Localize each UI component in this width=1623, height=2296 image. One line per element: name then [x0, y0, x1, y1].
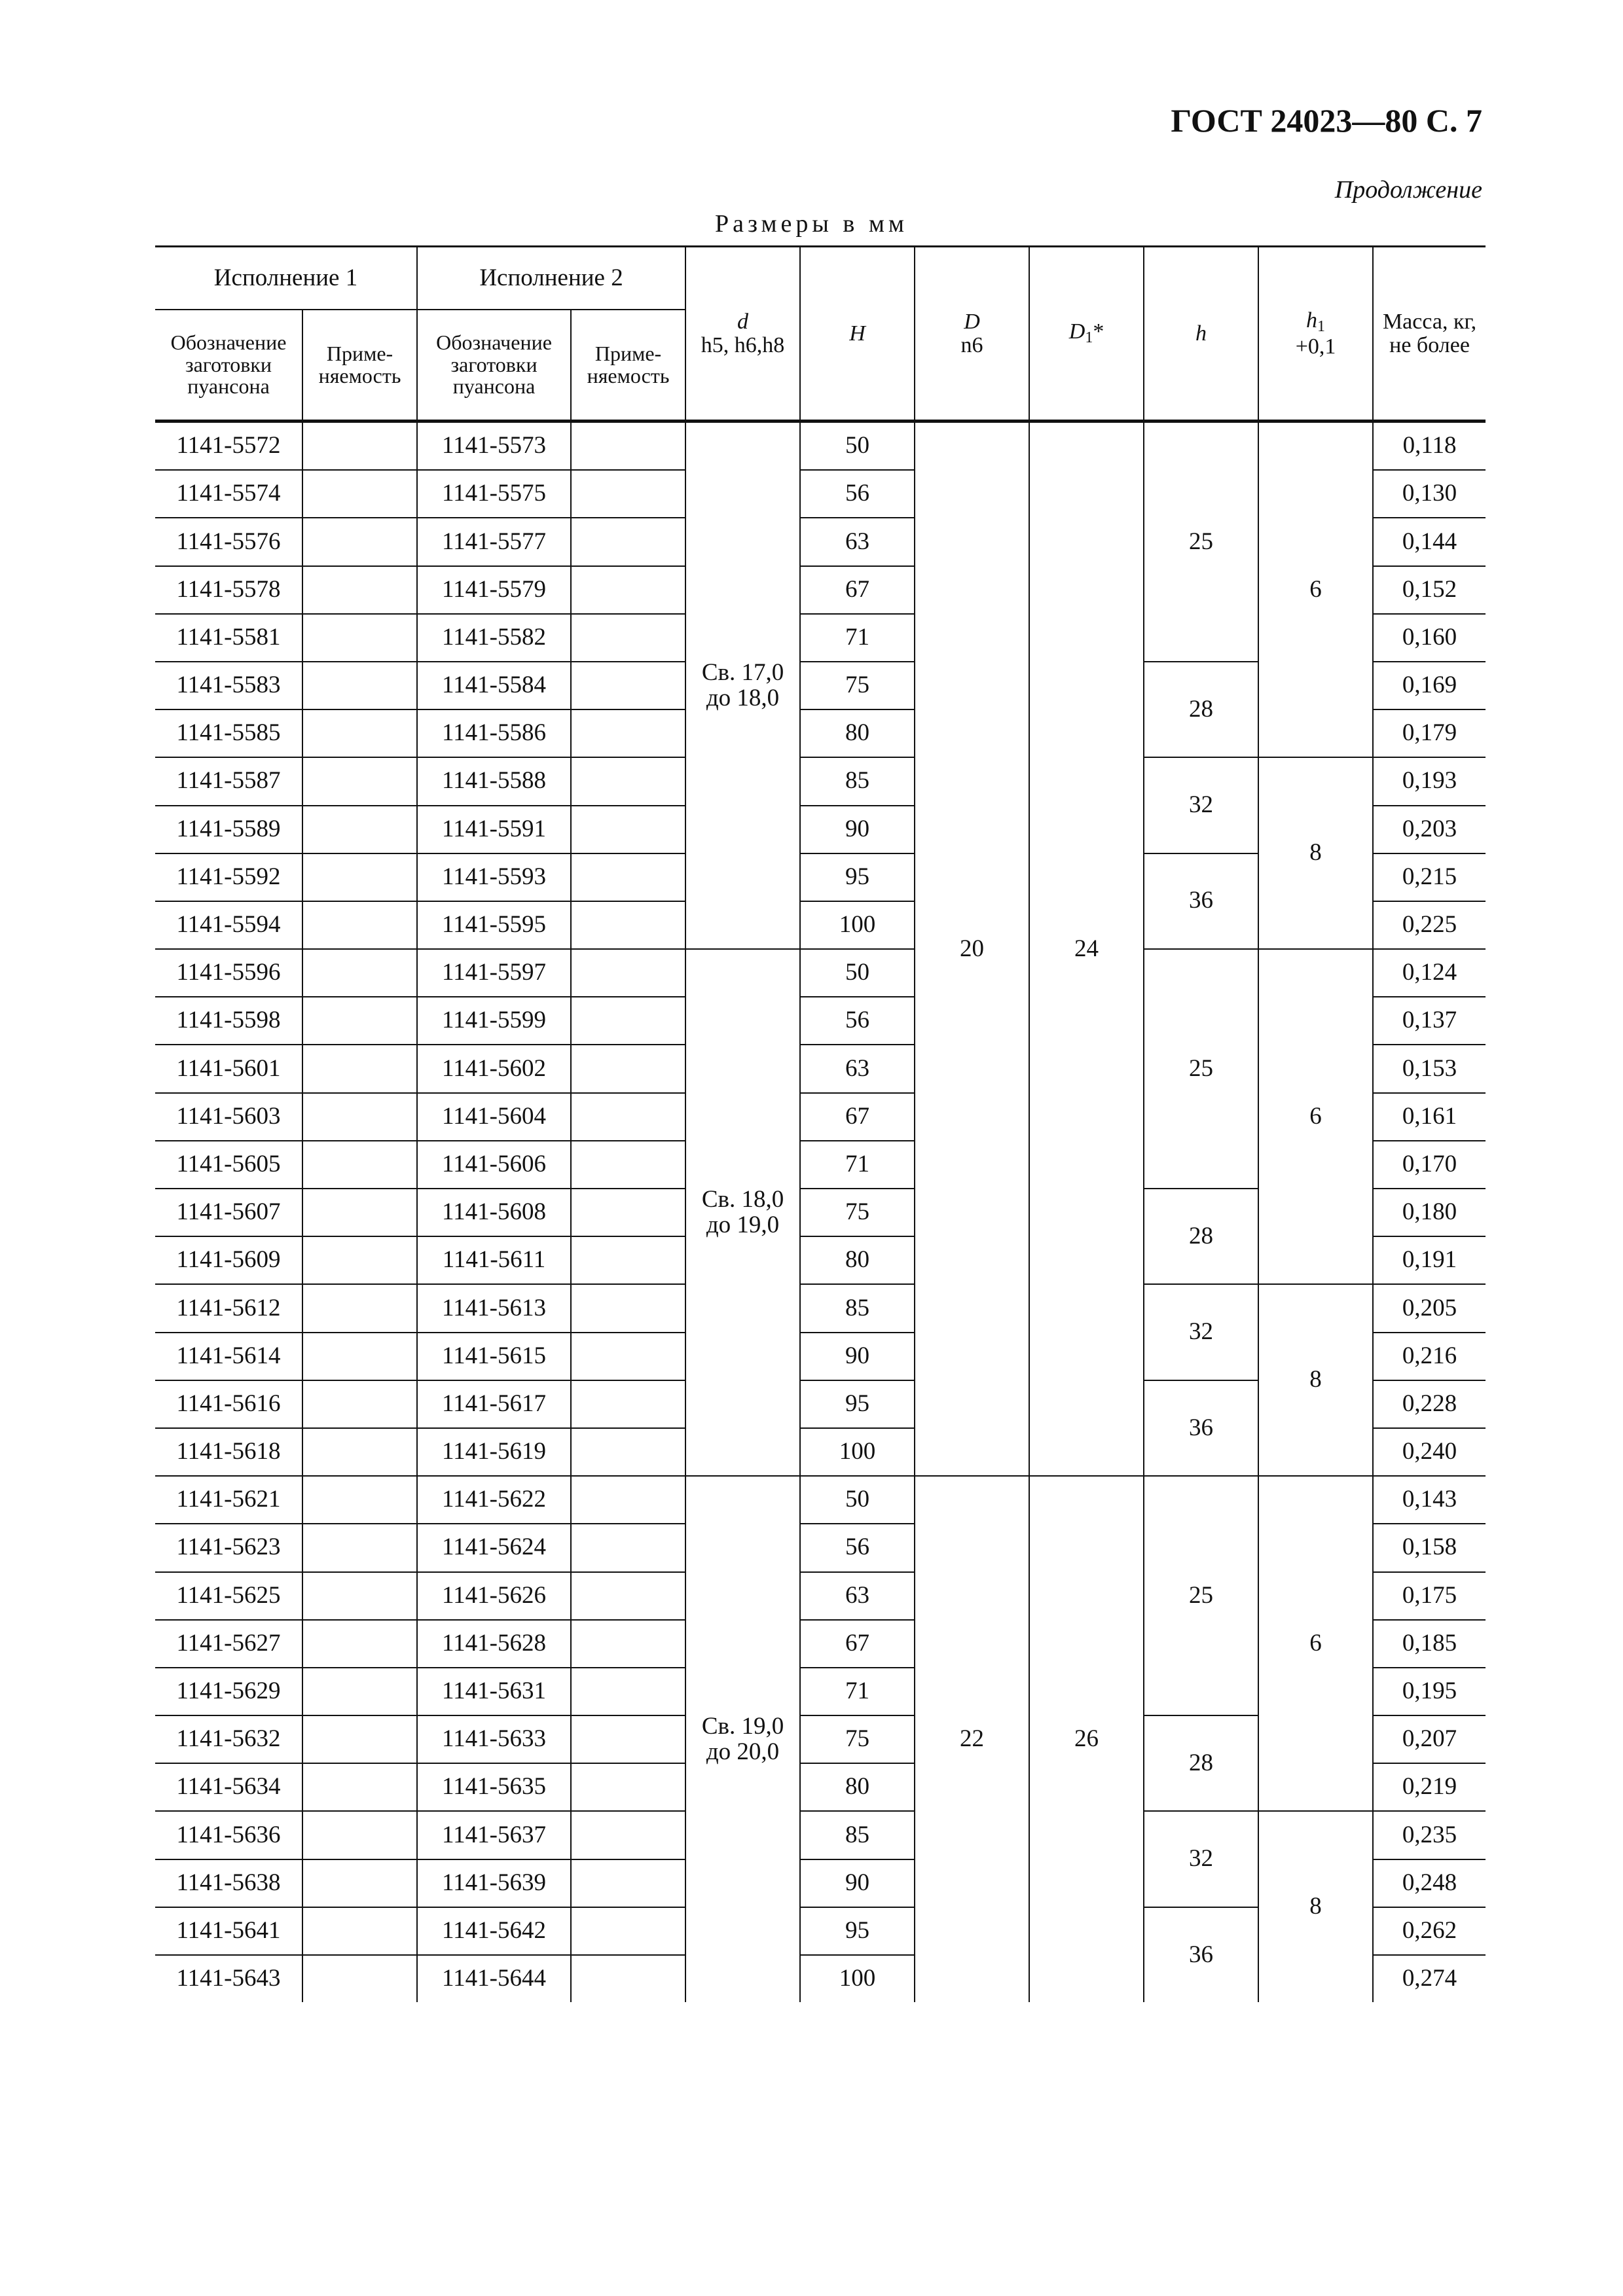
blank-code-ex2: 1141-5575 [417, 470, 571, 518]
d-symbol: d [737, 309, 749, 334]
applicability-ex1 [302, 1524, 417, 1571]
table-row [155, 1811, 1486, 1859]
blank-code-ex1: 1141-5643 [155, 1955, 302, 2002]
H-value: 80 [800, 1236, 915, 1284]
applicability-ex2 [571, 422, 685, 471]
applicability-ex1 [302, 1380, 417, 1428]
mass-value: 0,240 [1373, 1428, 1486, 1476]
h1-value: 8 [1258, 1284, 1373, 1476]
H-value: 95 [800, 1907, 915, 1955]
blank-code-ex2: 1141-5615 [417, 1333, 571, 1380]
blank-code-ex1: 1141-5621 [155, 1476, 302, 1524]
H-value: 100 [800, 1955, 915, 2002]
D-tolerance: n6 [960, 332, 983, 357]
blank-code-ex2: 1141-5622 [417, 1476, 571, 1524]
d-range-from: Св. 19,0 [701, 1712, 784, 1740]
applicability-ex1 [302, 566, 417, 614]
blank-code-ex1: 1141-5583 [155, 662, 302, 709]
table-row [155, 1476, 1486, 1524]
applicability-ex1 [302, 757, 417, 805]
blank-code-ex1: 1141-5616 [155, 1380, 302, 1428]
mass-value: 0,205 [1373, 1284, 1486, 1332]
H-value: 75 [800, 1189, 915, 1236]
blank-code-ex1: 1141-5605 [155, 1141, 302, 1189]
mass-value: 0,118 [1373, 422, 1486, 471]
h-value: 32 [1144, 1284, 1258, 1380]
applicability-ex1 [302, 1093, 417, 1141]
blank-code-ex1: 1141-5609 [155, 1236, 302, 1284]
D1-symbol: D [1068, 319, 1085, 344]
applicability-ex2 [571, 1236, 685, 1284]
h-value: 25 [1144, 422, 1258, 662]
applicability-ex2 [571, 1189, 685, 1236]
applicability-ex1 [302, 1476, 417, 1524]
applicability-ex2 [571, 1572, 685, 1620]
mass-value: 0,193 [1373, 757, 1486, 805]
blank-code-ex1: 1141-5576 [155, 518, 302, 565]
mass-value: 0,274 [1373, 1955, 1486, 2002]
applicability-ex2 [571, 1284, 685, 1332]
mass-value: 0,216 [1373, 1333, 1486, 1380]
applicability-ex1 [302, 1763, 417, 1811]
D1-value: 26 [1029, 1476, 1144, 2002]
applicability-ex1 [302, 1859, 417, 1907]
blank-code-ex1: 1141-5632 [155, 1715, 302, 1763]
mass-value: 0,144 [1373, 518, 1486, 565]
applicability-ex1 [302, 1811, 417, 1859]
H-value: 90 [800, 806, 915, 853]
h-value: 36 [1144, 853, 1258, 949]
applicability-ex2 [571, 997, 685, 1045]
designation-header-2: Обозначение заготовки пуансона [417, 310, 571, 422]
H-value: 100 [800, 901, 915, 949]
blank-code-ex2: 1141-5626 [417, 1572, 571, 1620]
mass-value: 0,161 [1373, 1093, 1486, 1141]
h1-value: 6 [1258, 422, 1373, 758]
blank-code-ex2: 1141-5582 [417, 614, 571, 662]
h1-value: 6 [1258, 949, 1373, 1284]
applicability-ex1 [302, 1428, 417, 1476]
blank-code-ex2: 1141-5593 [417, 853, 571, 901]
applicability-ex2 [571, 901, 685, 949]
h-value: 25 [1144, 1476, 1258, 1715]
applicability-ex1 [302, 949, 417, 997]
blank-code-ex2: 1141-5573 [417, 422, 571, 471]
applicability-ex1 [302, 1236, 417, 1284]
d-range-cell [685, 949, 800, 1476]
d-range-from: Св. 18,0 [701, 1185, 784, 1213]
applicability-ex1 [302, 1141, 417, 1189]
applicability-ex2 [571, 1763, 685, 1811]
h1-symbol: h [1306, 308, 1318, 332]
D-value: 22 [915, 1476, 1029, 2002]
D1-value: 24 [1029, 422, 1144, 1477]
mass-value: 0,180 [1373, 1189, 1486, 1236]
h-column-header [1144, 247, 1258, 422]
blank-code-ex1: 1141-5587 [155, 757, 302, 805]
mass-value: 0,152 [1373, 566, 1486, 614]
table-body [155, 422, 1486, 2003]
applicability-ex1 [302, 1333, 417, 1380]
H-value: 56 [800, 1524, 915, 1571]
blank-code-ex1: 1141-5623 [155, 1524, 302, 1571]
D1-subscript: 1 [1085, 329, 1093, 347]
applicability-ex1 [302, 614, 417, 662]
blank-code-ex2: 1141-5642 [417, 1907, 571, 1955]
D1-column-header [1029, 247, 1144, 422]
blank-code-ex1: 1141-5614 [155, 1333, 302, 1380]
blank-code-ex1: 1141-5596 [155, 949, 302, 997]
H-value: 100 [800, 1428, 915, 1476]
d-range-from: Св. 17,0 [701, 658, 784, 686]
blank-code-ex2: 1141-5611 [417, 1236, 571, 1284]
applicability-ex2 [571, 614, 685, 662]
blank-code-ex2: 1141-5624 [417, 1524, 571, 1571]
applicability-ex1 [302, 853, 417, 901]
blank-code-ex2: 1141-5584 [417, 662, 571, 709]
mass-value: 0,225 [1373, 901, 1486, 949]
applicability-ex1 [302, 709, 417, 757]
applicability-header-2: Приме-няемость [571, 310, 685, 422]
h-symbol: h [1195, 321, 1207, 346]
H-value: 50 [800, 1476, 915, 1524]
units-caption: Размеры в мм [715, 210, 908, 238]
blank-code-ex1: 1141-5607 [155, 1189, 302, 1236]
h1-value: 6 [1258, 1476, 1373, 1811]
blank-code-ex1: 1141-5585 [155, 709, 302, 757]
blank-code-ex2: 1141-5579 [417, 566, 571, 614]
applicability-ex2 [571, 853, 685, 901]
mass-value: 0,219 [1373, 1763, 1486, 1811]
blank-code-ex2: 1141-5619 [417, 1428, 571, 1476]
h-value: 25 [1144, 949, 1258, 1189]
applicability-ex2 [571, 1955, 685, 2002]
blank-code-ex2: 1141-5639 [417, 1859, 571, 1907]
blank-code-ex1: 1141-5627 [155, 1620, 302, 1668]
blank-code-ex2: 1141-5595 [417, 901, 571, 949]
blank-code-ex2: 1141-5586 [417, 709, 571, 757]
d-range-cell [685, 1476, 800, 2002]
applicability-ex2 [571, 1668, 685, 1715]
applicability-ex1 [302, 470, 417, 518]
H-value: 95 [800, 853, 915, 901]
applicability-ex1 [302, 1572, 417, 1620]
d-column-header [685, 247, 800, 422]
applicability-ex1 [302, 1284, 417, 1332]
H-value: 63 [800, 518, 915, 565]
dimensions-table [155, 245, 1486, 2002]
blank-code-ex1: 1141-5603 [155, 1093, 302, 1141]
blank-code-ex2: 1141-5602 [417, 1045, 571, 1092]
blank-code-ex2: 1141-5631 [417, 1668, 571, 1715]
continuation-label: Продолжение [1334, 176, 1482, 204]
h1-value: 8 [1258, 1811, 1373, 2002]
h-value: 36 [1144, 1907, 1258, 2002]
applicability-ex2 [571, 757, 685, 805]
applicability-ex1 [302, 1715, 417, 1763]
mass-value: 0,160 [1373, 614, 1486, 662]
mass-value: 0,130 [1373, 470, 1486, 518]
mass-value: 0,215 [1373, 853, 1486, 901]
blank-code-ex2: 1141-5637 [417, 1811, 571, 1859]
blank-code-ex2: 1141-5599 [417, 997, 571, 1045]
applicability-ex2 [571, 1380, 685, 1428]
applicability-ex2 [571, 1715, 685, 1763]
H-value: 67 [800, 1620, 915, 1668]
h1-subscript: 1 [1317, 317, 1326, 335]
h1-column-header [1258, 247, 1373, 422]
h-value: 36 [1144, 1380, 1258, 1476]
table-row [155, 949, 1486, 997]
page-header: ГОСТ 24023—80 С. 7 [1171, 102, 1482, 139]
applicability-ex2 [571, 1476, 685, 1524]
blank-code-ex1: 1141-5636 [155, 1811, 302, 1859]
blank-code-ex1: 1141-5589 [155, 806, 302, 853]
group2-header: Исполнение 2 [417, 247, 685, 310]
applicability-header-1: Приме-няемость [302, 310, 417, 422]
applicability-ex1 [302, 1907, 417, 1955]
applicability-ex2 [571, 470, 685, 518]
H-value: 67 [800, 566, 915, 614]
mass-value: 0,185 [1373, 1620, 1486, 1668]
blank-code-ex2: 1141-5644 [417, 1955, 571, 2002]
blank-code-ex1: 1141-5581 [155, 614, 302, 662]
d-range-to: до 20,0 [706, 1738, 780, 1765]
blank-code-ex2: 1141-5608 [417, 1189, 571, 1236]
applicability-ex2 [571, 1620, 685, 1668]
d-range-cell [685, 422, 800, 950]
H-value: 90 [800, 1859, 915, 1907]
h-value: 32 [1144, 757, 1258, 853]
blank-code-ex2: 1141-5577 [417, 518, 571, 565]
mass-column-header: Масса, кг, не более [1373, 247, 1486, 422]
H-column-header [800, 247, 915, 422]
H-value: 75 [800, 662, 915, 709]
h1-tolerance: +0,1 [1295, 334, 1336, 359]
applicability-ex2 [571, 566, 685, 614]
blank-code-ex2: 1141-5604 [417, 1093, 571, 1141]
applicability-ex2 [571, 1093, 685, 1141]
H-value: 90 [800, 1333, 915, 1380]
mass-value: 0,248 [1373, 1859, 1486, 1907]
mass-value: 0,203 [1373, 806, 1486, 853]
applicability-ex1 [302, 422, 417, 471]
h-value: 28 [1144, 1189, 1258, 1284]
d-range-to: до 19,0 [706, 1211, 780, 1238]
H-value: 50 [800, 949, 915, 997]
applicability-ex2 [571, 662, 685, 709]
H-value: 85 [800, 757, 915, 805]
D-symbol: D [964, 309, 980, 334]
applicability-ex2 [571, 709, 685, 757]
h-value: 28 [1144, 662, 1258, 757]
h1-value: 8 [1258, 757, 1373, 949]
H-value: 85 [800, 1811, 915, 1859]
blank-code-ex1: 1141-5601 [155, 1045, 302, 1092]
mass-value: 0,124 [1373, 949, 1486, 997]
mass-value: 0,158 [1373, 1524, 1486, 1571]
blank-code-ex2: 1141-5588 [417, 757, 571, 805]
blank-code-ex1: 1141-5638 [155, 1859, 302, 1907]
H-value: 71 [800, 1141, 915, 1189]
mass-value: 0,262 [1373, 1907, 1486, 1955]
blank-code-ex2: 1141-5597 [417, 949, 571, 997]
blank-code-ex2: 1141-5633 [417, 1715, 571, 1763]
applicability-ex1 [302, 997, 417, 1045]
blank-code-ex2: 1141-5613 [417, 1284, 571, 1332]
H-value: 85 [800, 1284, 915, 1332]
H-value: 67 [800, 1093, 915, 1141]
designation-header-1: Обозначение заготовки пуансона [155, 310, 302, 422]
table-row [155, 422, 1486, 471]
mass-value: 0,228 [1373, 1380, 1486, 1428]
H-value: 50 [800, 422, 915, 471]
blank-code-ex1: 1141-5641 [155, 1907, 302, 1955]
applicability-ex1 [302, 1189, 417, 1236]
D1-mark: * [1093, 319, 1104, 344]
H-value: 75 [800, 1715, 915, 1763]
applicability-ex2 [571, 1524, 685, 1571]
h-value: 28 [1144, 1715, 1258, 1811]
H-value: 80 [800, 709, 915, 757]
blank-code-ex2: 1141-5635 [417, 1763, 571, 1811]
applicability-ex2 [571, 806, 685, 853]
H-value: 56 [800, 997, 915, 1045]
applicability-ex2 [571, 949, 685, 997]
blank-code-ex1: 1141-5598 [155, 997, 302, 1045]
applicability-ex2 [571, 1859, 685, 1907]
blank-code-ex1: 1141-5634 [155, 1763, 302, 1811]
table-header [155, 247, 1486, 422]
D-column-header [915, 247, 1029, 422]
applicability-ex1 [302, 1955, 417, 2002]
mass-value: 0,169 [1373, 662, 1486, 709]
blank-code-ex1: 1141-5592 [155, 853, 302, 901]
H-value: 71 [800, 614, 915, 662]
H-value: 63 [800, 1572, 915, 1620]
blank-code-ex2: 1141-5591 [417, 806, 571, 853]
applicability-ex2 [571, 1907, 685, 1955]
blank-code-ex1: 1141-5572 [155, 422, 302, 471]
blank-code-ex1: 1141-5594 [155, 901, 302, 949]
mass-value: 0,195 [1373, 1668, 1486, 1715]
applicability-ex2 [571, 1045, 685, 1092]
applicability-ex1 [302, 518, 417, 565]
applicability-ex1 [302, 806, 417, 853]
blank-code-ex1: 1141-5618 [155, 1428, 302, 1476]
blank-code-ex1: 1141-5612 [155, 1284, 302, 1332]
applicability-ex1 [302, 1668, 417, 1715]
blank-code-ex2: 1141-5628 [417, 1620, 571, 1668]
mass-value: 0,175 [1373, 1572, 1486, 1620]
D-value: 20 [915, 422, 1029, 1477]
mass-value: 0,207 [1373, 1715, 1486, 1763]
applicability-ex2 [571, 1333, 685, 1380]
H-symbol: H [849, 321, 866, 346]
h-value: 32 [1144, 1811, 1258, 1907]
blank-code-ex2: 1141-5606 [417, 1141, 571, 1189]
blank-code-ex1: 1141-5629 [155, 1668, 302, 1715]
applicability-ex1 [302, 1045, 417, 1092]
table-row [155, 1284, 1486, 1332]
applicability-ex2 [571, 1428, 685, 1476]
blank-code-ex1: 1141-5625 [155, 1572, 302, 1620]
mass-value: 0,191 [1373, 1236, 1486, 1284]
applicability-ex2 [571, 518, 685, 565]
applicability-ex1 [302, 901, 417, 949]
mass-value: 0,179 [1373, 709, 1486, 757]
mass-value: 0,170 [1373, 1141, 1486, 1189]
blank-code-ex1: 1141-5574 [155, 470, 302, 518]
d-range-to: до 18,0 [706, 684, 780, 711]
mass-value: 0,235 [1373, 1811, 1486, 1859]
applicability-ex2 [571, 1141, 685, 1189]
H-value: 95 [800, 1380, 915, 1428]
mass-value: 0,143 [1373, 1476, 1486, 1524]
table-row [155, 757, 1486, 805]
applicability-ex1 [302, 662, 417, 709]
blank-code-ex1: 1141-5578 [155, 566, 302, 614]
H-value: 71 [800, 1668, 915, 1715]
blank-code-ex2: 1141-5617 [417, 1380, 571, 1428]
group1-header: Исполнение 1 [155, 247, 417, 310]
applicability-ex2 [571, 1811, 685, 1859]
H-value: 80 [800, 1763, 915, 1811]
d-tolerance: h5, h6,h8 [701, 332, 785, 357]
mass-value: 0,137 [1373, 997, 1486, 1045]
H-value: 63 [800, 1045, 915, 1092]
applicability-ex1 [302, 1620, 417, 1668]
mass-value: 0,153 [1373, 1045, 1486, 1092]
H-value: 56 [800, 470, 915, 518]
